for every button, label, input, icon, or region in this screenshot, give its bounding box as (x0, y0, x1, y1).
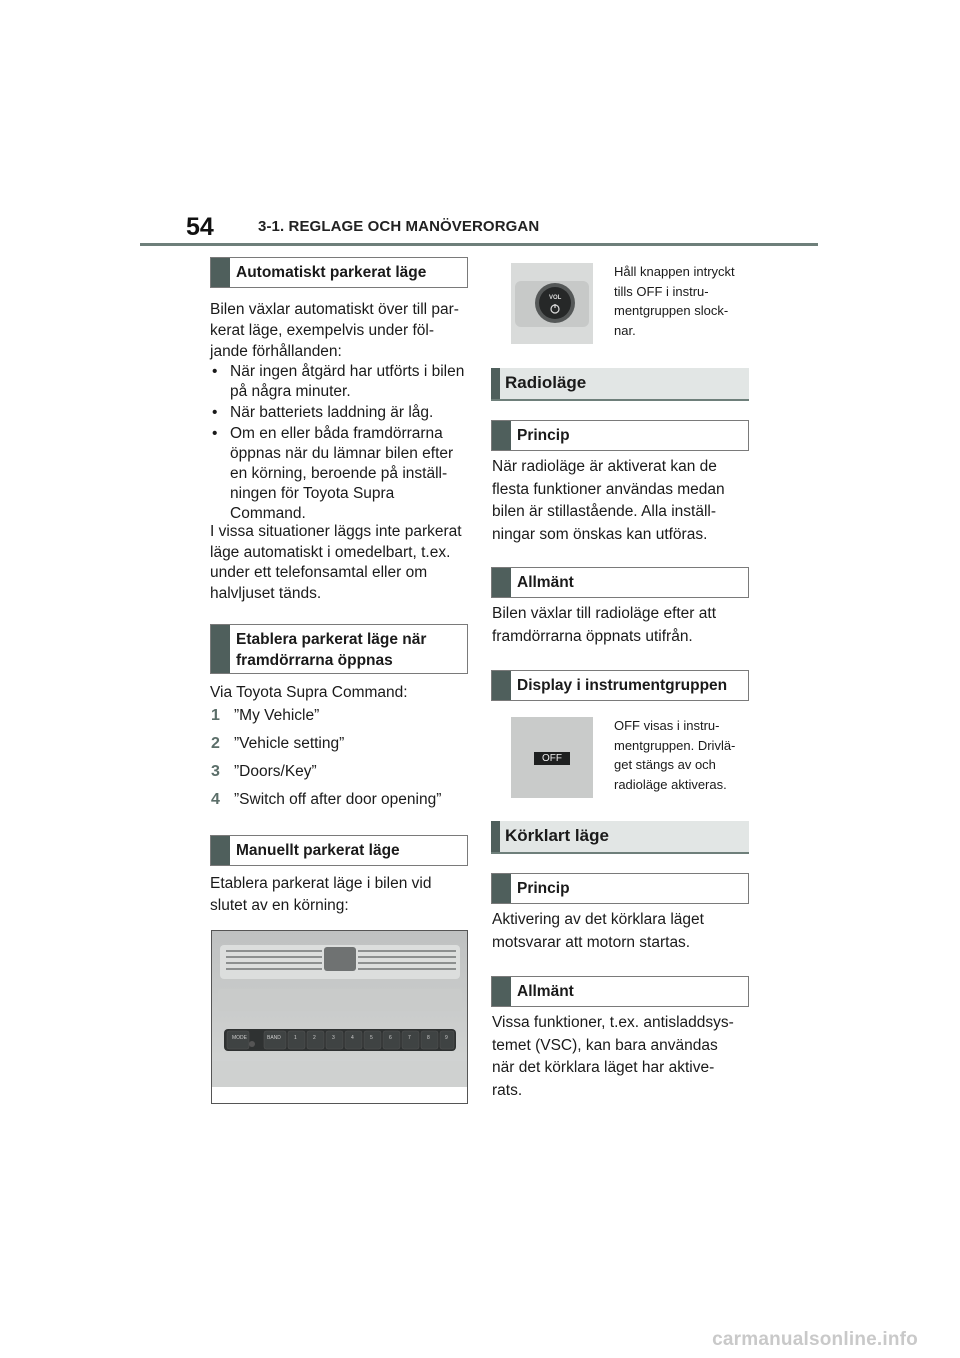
heading-tab (492, 977, 511, 1006)
heading-etablera-parkerat-lage (210, 624, 468, 674)
preset-label: 9 (445, 1035, 448, 1041)
heading-label: Allmänt (517, 983, 574, 1000)
text-line: Bilen växlar till radioläge efter att (492, 605, 717, 622)
heading-manuellt-parkerat-lage (210, 835, 468, 866)
vol-caption (614, 262, 764, 340)
heading-automatiskt-parkerat-lage (210, 257, 468, 288)
text-line: När radioläge är aktiverat kan de (492, 458, 717, 475)
text-line: kerat läge, exempelvis under föl- (210, 322, 435, 339)
heading-tab (491, 821, 500, 852)
caption-line: Håll knappen intryckt (614, 264, 735, 279)
heading-label: Automatiskt parkerat läge (236, 264, 427, 281)
text-line: slutet av en körning: (210, 897, 349, 914)
radio-allmant-text (492, 603, 754, 648)
heading-label: Manuellt parkerat läge (236, 842, 400, 859)
center-console-image (211, 930, 468, 1104)
heading-line: Etablera parkerat läge när (236, 631, 427, 648)
auto-park-note (210, 522, 472, 604)
preset-label: 3 (332, 1035, 335, 1041)
manual-park-text (210, 873, 472, 917)
heading-allmant (491, 976, 749, 1007)
text-line: Aktivering av det körklara läget (492, 911, 704, 928)
step-number: 3 (211, 763, 220, 780)
text-line: halvljuset tänds. (210, 584, 322, 602)
text-line: under ett telefonsamtal eller om (210, 564, 428, 581)
heading-tab (492, 568, 511, 597)
text-line: en körning, beroende på inställ- (230, 465, 448, 482)
display-caption (614, 716, 764, 794)
text-line: I vissa situationer läggs inte parkerat (210, 523, 462, 540)
preset-label: 2 (313, 1035, 316, 1041)
heading-label: Princip (517, 427, 570, 444)
text-line: temet (VSC), kan bara användas (492, 1036, 718, 1054)
heading-tab (211, 836, 230, 865)
preset-label: 5 (370, 1035, 373, 1041)
caption-line: tills OFF i instru- (614, 283, 709, 299)
text-line: Command. (230, 505, 306, 522)
bullet-dot: • (212, 404, 218, 421)
vol-knob-label: VOL (549, 295, 562, 301)
step-number: 1 (211, 707, 220, 724)
heading-tab (492, 421, 511, 450)
auto-park-intro (210, 299, 472, 362)
step-text: ”My Vehicle” (234, 707, 320, 724)
header-rule (140, 243, 818, 246)
text-line: på några minuter. (230, 383, 351, 400)
page-number: 54 (186, 213, 214, 241)
heading-princip (491, 873, 749, 904)
text-line: bilen är stillastående. Alla inställ- (492, 503, 717, 520)
heading-princip (491, 420, 749, 451)
heading-allmant (491, 567, 749, 598)
heading-tab (211, 625, 230, 673)
heading-tab (492, 671, 511, 700)
caption-line: OFF visas i instru- (614, 718, 720, 733)
preset-label: 7 (408, 1035, 411, 1041)
text-line: framdörrarna öppnats utifrån. (492, 627, 693, 645)
step-text: ”Switch off after door opening” (234, 791, 442, 808)
preset-label: 1 (294, 1035, 297, 1041)
center-console-illustration (212, 931, 467, 1103)
ready-allmant-text (492, 1012, 754, 1102)
text-line: ningen för Toyota Supra (230, 485, 395, 502)
caption-line: radioläge aktiveras. (614, 776, 727, 792)
text-line: Vissa funktioner, t.ex. antisladdsys- (492, 1014, 734, 1031)
radio-princip-text (492, 456, 754, 546)
heading-tab (491, 368, 500, 399)
caption-line: get stängs av och (614, 757, 716, 772)
bullet-dot: • (212, 363, 218, 380)
section-title: 3-1. REGLAGE OCH MANÖVERORGAN (258, 218, 540, 235)
heading-korklart-lage (491, 821, 749, 854)
band-label: BAND (267, 1035, 281, 1041)
caption-line: mentgruppen. Drivlä- (614, 737, 736, 753)
watermark-link[interactable]: carmanualsonline.info (712, 1329, 918, 1350)
text-line: motsvarar att motorn startas. (492, 933, 691, 951)
ready-princip-text (492, 909, 754, 954)
text-line: öppnas när du lämnar bilen efter (230, 445, 454, 462)
heading-display-i-instrumentgruppen (491, 670, 749, 701)
heading-label: Princip (517, 880, 570, 897)
preset-label: 4 (351, 1035, 354, 1041)
heading-line: framdörrarna öppnas (236, 652, 393, 669)
text-line: flesta funktioner användas medan (492, 480, 725, 498)
heading-tab (211, 258, 230, 287)
preset-label: 6 (389, 1035, 392, 1041)
text-line: Om en eller båda framdörrarna (230, 425, 443, 442)
via-command-text: Via Toyota Supra Command: (210, 684, 408, 701)
text-line: När ingen åtgärd har utförts i bilen (230, 363, 465, 380)
heading-radiolage (491, 368, 749, 401)
heading-label: Allmänt (517, 574, 574, 591)
text-line: när det körklara läget har aktive- (492, 1059, 715, 1076)
heading-label: Radioläge (505, 373, 587, 392)
heading-label: Körklart läge (505, 826, 609, 845)
text-line: Etablera parkerat läge i bilen vid (210, 875, 432, 892)
mode-label: MODE (232, 1035, 247, 1041)
heading-label (236, 629, 461, 671)
text-line: Bilen växlar automatiskt över till par- (210, 301, 459, 318)
step-number: 4 (211, 791, 220, 808)
caption-line: nar. (614, 322, 636, 338)
text-line: När batteriets laddning är låg. (230, 404, 434, 421)
off-display-image (511, 717, 593, 798)
step-text: ”Doors/Key” (234, 763, 317, 780)
text-line: läge automatiskt i omedelbart, t.ex. (210, 543, 451, 561)
step-number: 2 (211, 735, 220, 752)
heading-tab (492, 874, 511, 903)
preset-label: 8 (427, 1035, 430, 1041)
vol-knob-illustration (511, 263, 593, 344)
text-line: ningar som önskas kan utföras. (492, 525, 708, 543)
caption-line: mentgruppen slock- (614, 303, 729, 318)
bullet-dot: • (212, 425, 218, 442)
text-line: jande förhållanden: (210, 343, 342, 360)
heading-label: Display i instrumentgruppen (517, 677, 728, 694)
off-badge: OFF (534, 752, 570, 765)
vol-knob-image (511, 263, 593, 344)
text-line: rats. (492, 1081, 523, 1099)
step-text: ”Vehicle setting” (234, 735, 345, 752)
